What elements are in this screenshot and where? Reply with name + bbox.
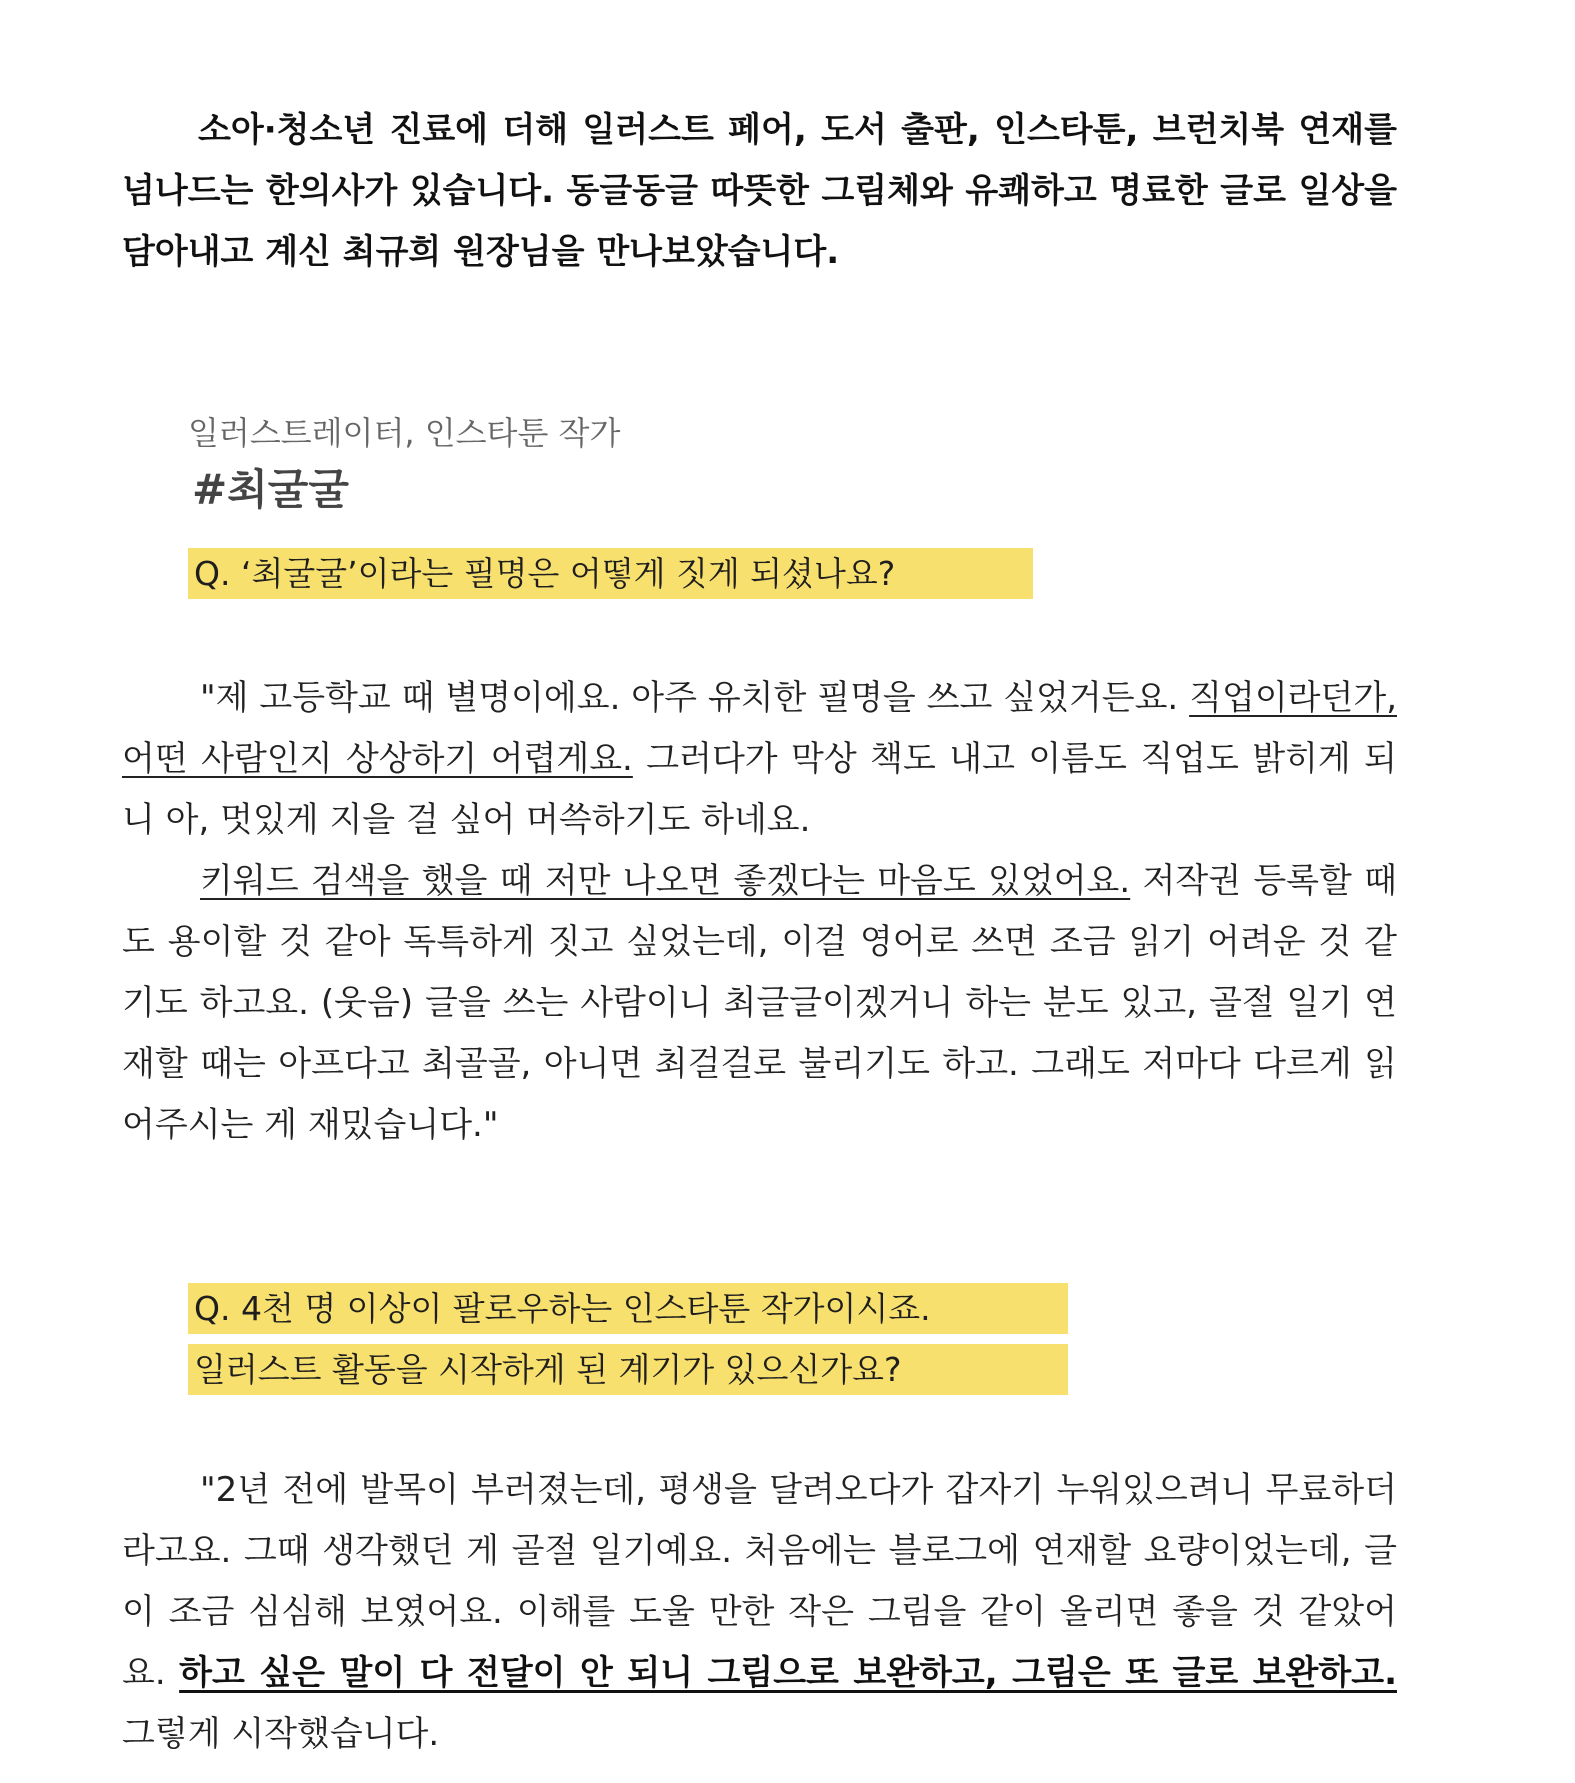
profile-role: 일러스트레이터, 인스타툰 작가	[188, 414, 621, 452]
answer-2-bold-underlined-phrase: 하고 싶은 말이 다 전달이 안 되니 그림으로 보완하고, 그림은 또 글로 보완하고.	[179, 1653, 1397, 1693]
answer-2-text-a: "2년 전에 발목이 부러졌는데, 평생을 달려오다가 갑자기 누워있으려니 무료하더라고요. 그때 생각했던 게 골절 일기예요. 처음에는 블로그에 연재할 요량이었는데, 글이 조금 심심해 보였어요. 이해를 도울 만한 작은 그림을 같이 올리면 좋을 것 같았어요.	[122, 1470, 1397, 1693]
answer-1-underlined-phrase-2: 키워드 검색을 했을 때 저만 나오면 좋겠다는 마음도 있었어요.	[200, 861, 1131, 901]
profile-name: #최굴굴	[192, 465, 349, 514]
answer-1-text-b: 그러다가 막상 책도 내고 이름도 직업도 밝히게 되니 아, 멋있게 지을 걸 싶어 머쓱하기도 하네요.	[122, 739, 1398, 840]
answer-2-paragraph-1	[122, 1460, 1397, 1765]
question-2-highlight-line-1	[188, 1283, 1068, 1334]
answer-2	[122, 1460, 1397, 1765]
question-1-highlight	[188, 548, 1033, 599]
intro-paragraph: 소아·청소년 진료에 더해 일러스트 페어, 도서 출판, 인스타툰, 브런치북 연재를 넘나드는 한의사가 있습니다. 동글동글 따뜻한 그림체와 유쾌하고 명료한 글로 일상을 담아내고 계신 최규희 원장님을 만나보았습니다.	[122, 110, 1397, 272]
answer-1	[122, 668, 1397, 1156]
answer-1-paragraph-1	[122, 668, 1397, 851]
question-2-text-line-1: Q. 4천 명 이상이 팔로우하는 인스타툰 작가이시죠.	[194, 1289, 931, 1328]
answer-1-text-a: "제 고등학교 때 별명이에요. 아주 유치한 필명을 쓰고 싶었거든요.	[200, 678, 1190, 718]
answer-1-paragraph-2	[122, 851, 1397, 1156]
answer-1-underlined-phrase: 직업이라던가, 어떤 사람인지 상상하기 어렵게요.	[122, 678, 1397, 779]
question-1-text: Q. ‘최굴굴’이라는 필명은 어떻게 짓게 되셨나요?	[194, 554, 896, 593]
answer-1-text-c: 저작권 등록할 때도 용이할 것 같아 독특하게 짓고 싶었는데, 이걸 영어로 쓰면 조금 읽기 어려운 것 같기도 하고요. (웃음) 글을 쓰는 사람이니 최글글이겠거니 하는 분도 있고, 골절 일기 연재할 때는 아프다고 최골골, 아니면 최걸걸로 불리기도 하고. 그래도 저마다 다르게 읽어주시는 게 재밌습니다."	[122, 861, 1397, 1145]
question-2-highlight-line-2	[188, 1344, 1068, 1395]
answer-2-text-b: 그렇게 시작했습니다.	[122, 1714, 440, 1754]
question-2-text-line-2: 일러스트 활동을 시작하게 된 계기가 있으신가요?	[194, 1350, 902, 1389]
